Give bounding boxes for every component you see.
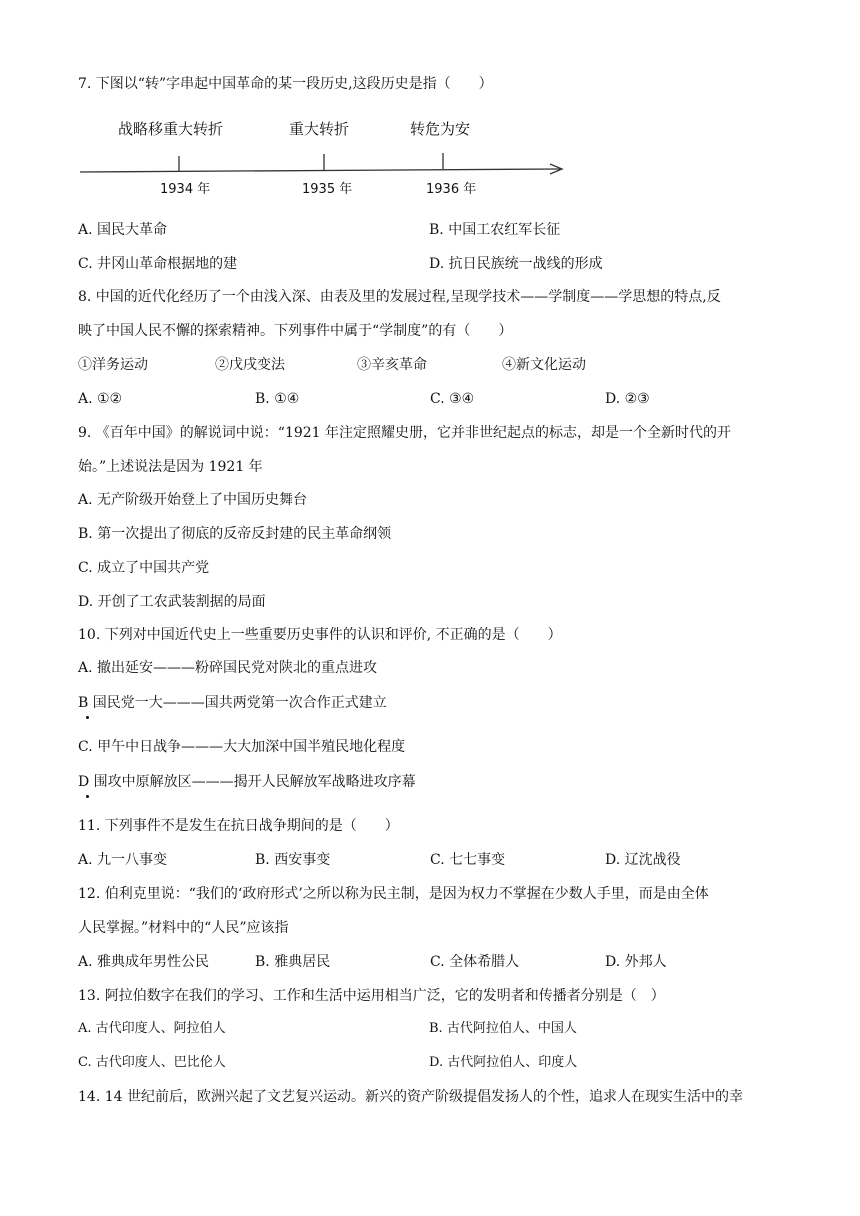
q11-option-b: B. 西安事变 bbox=[255, 852, 331, 868]
q9-stem-line1: 9. 《百年中国》的解说词中说：“1921 年注定照耀史册，它并非世纪起点的标志，却是一个全新时代的开 bbox=[78, 425, 732, 441]
q10-option-c: C. 甲午中日战争———大大加深中国半殖民地化程度 bbox=[78, 739, 406, 755]
q12-option-b: B. 雅典居民 bbox=[255, 954, 331, 970]
timeline-year-2: 1935 年 bbox=[302, 182, 353, 197]
q13-stem: 13. 阿拉伯数字在我们的学习、工作和生活中运用相当广泛，它的发明者和传播者分别是（ ） bbox=[78, 988, 665, 1004]
q10-option-a: A. 撤出延安———粉碎国民党对陕北的重点进攻 bbox=[78, 660, 378, 676]
q12-option-c: C. 全体希腊人 bbox=[430, 954, 520, 970]
q10-option-d: D 围攻中原解放区———揭开人民解放军战略进攻序幕 bbox=[78, 774, 416, 790]
q9-option-a: A. 无产阶级开始登上了中国历史舞台 bbox=[78, 492, 308, 508]
q8-option-d: D. ②③ bbox=[605, 391, 650, 407]
q12-stem-line2: 人民掌握。”材料中的“人民”应该指 bbox=[78, 920, 289, 936]
q9-option-c: C. 成立了中国共产党 bbox=[78, 560, 210, 576]
q8-stem-line2: 映了中国人民不懈的探索精神。下列事件中属于“学制度”的有（ ） bbox=[78, 323, 513, 339]
q9-option-b: B. 第一次提出了彻底的反帝反封建的民主革命纲领 bbox=[78, 526, 392, 542]
q9-option-d: D. 开创了工农武装割据的局面 bbox=[78, 594, 266, 610]
q10-stem: 10. 下列对中国近代史上一些重要历史事件的认识和评价, 不正确的是（ ） bbox=[78, 627, 562, 643]
q11-option-a: A. 九一八事变 bbox=[78, 852, 168, 868]
q12-option-d: D. 外邦人 bbox=[605, 954, 667, 970]
q14-stem-line1: 14. 14 世纪前后，欧洲兴起了文艺复兴运动。新兴的资产阶级提倡发扬人的个性，追求人在现实生活中的幸 bbox=[78, 1089, 743, 1105]
option-marker-dot bbox=[86, 795, 89, 798]
q8-item-3: ③辛亥革命 bbox=[357, 357, 427, 373]
q11-stem: 11. 下列事件不是发生在抗日战争期间的是（ ） bbox=[78, 818, 399, 834]
timeline-event-3: 转危为安 bbox=[410, 120, 471, 138]
timeline-axis bbox=[0, 0, 860, 200]
q7-option-b: B. 中国工农红军长征 bbox=[429, 222, 561, 238]
q13-option-a: A. 古代印度人、阿拉伯人 bbox=[78, 1021, 226, 1036]
q8-option-a: A. ①② bbox=[78, 391, 123, 407]
q7-option-a: A. 国民大革命 bbox=[78, 222, 168, 238]
q13-option-c: C. 古代印度人、巴比伦人 bbox=[78, 1055, 226, 1070]
q8-option-b: B. ①④ bbox=[255, 391, 300, 407]
q7-stem: 7. 下图以“转”字串起中国革命的某一段历史,这段历史是指（ ） bbox=[78, 76, 493, 92]
timeline-event-1: 战略移重大转折 bbox=[118, 120, 224, 138]
timeline-year-1: 1934 年 bbox=[160, 182, 211, 197]
q9-stem-line2: 始。”上述说法是因为 1921 年 bbox=[78, 459, 263, 475]
q13-option-d: D. 古代阿拉伯人、印度人 bbox=[429, 1055, 578, 1070]
q8-item-1: ①洋务运动 bbox=[78, 357, 148, 373]
q7-option-c: C. 井冈山革命根据地的建 bbox=[78, 256, 238, 272]
q7-option-d: D. 抗日民族统一战线的形成 bbox=[429, 256, 603, 272]
q8-stem-line1: 8. 中国的近代化经历了一个由浅入深、由表及里的发展过程,呈现学技术——学制度——学思想的特点,反 bbox=[78, 289, 721, 305]
timeline-year-3: 1936 年 bbox=[426, 182, 477, 197]
q12-stem-line1: 12. 伯利克里说：“我们的‘政府形式’之所以称为民主制，是因为权力不掌握在少数人手里，而是由全体 bbox=[78, 886, 709, 902]
q13-option-b: B. 古代阿拉伯人、中国人 bbox=[429, 1021, 577, 1036]
q11-option-c: C. 七七事变 bbox=[430, 852, 506, 868]
q12-option-a: A. 雅典成年男性公民 bbox=[78, 954, 210, 970]
q11-option-d: D. 辽沈战役 bbox=[605, 852, 681, 868]
q8-option-c: C. ③④ bbox=[430, 391, 475, 407]
q8-item-4: ④新文化运动 bbox=[502, 357, 586, 373]
q10-option-b: B 国民党一大———国共两党第一次合作正式建立 bbox=[78, 695, 387, 711]
q8-item-2: ②戊戌变法 bbox=[215, 357, 285, 373]
option-marker-dot bbox=[86, 716, 89, 719]
timeline-event-2: 重大转折 bbox=[289, 120, 350, 138]
